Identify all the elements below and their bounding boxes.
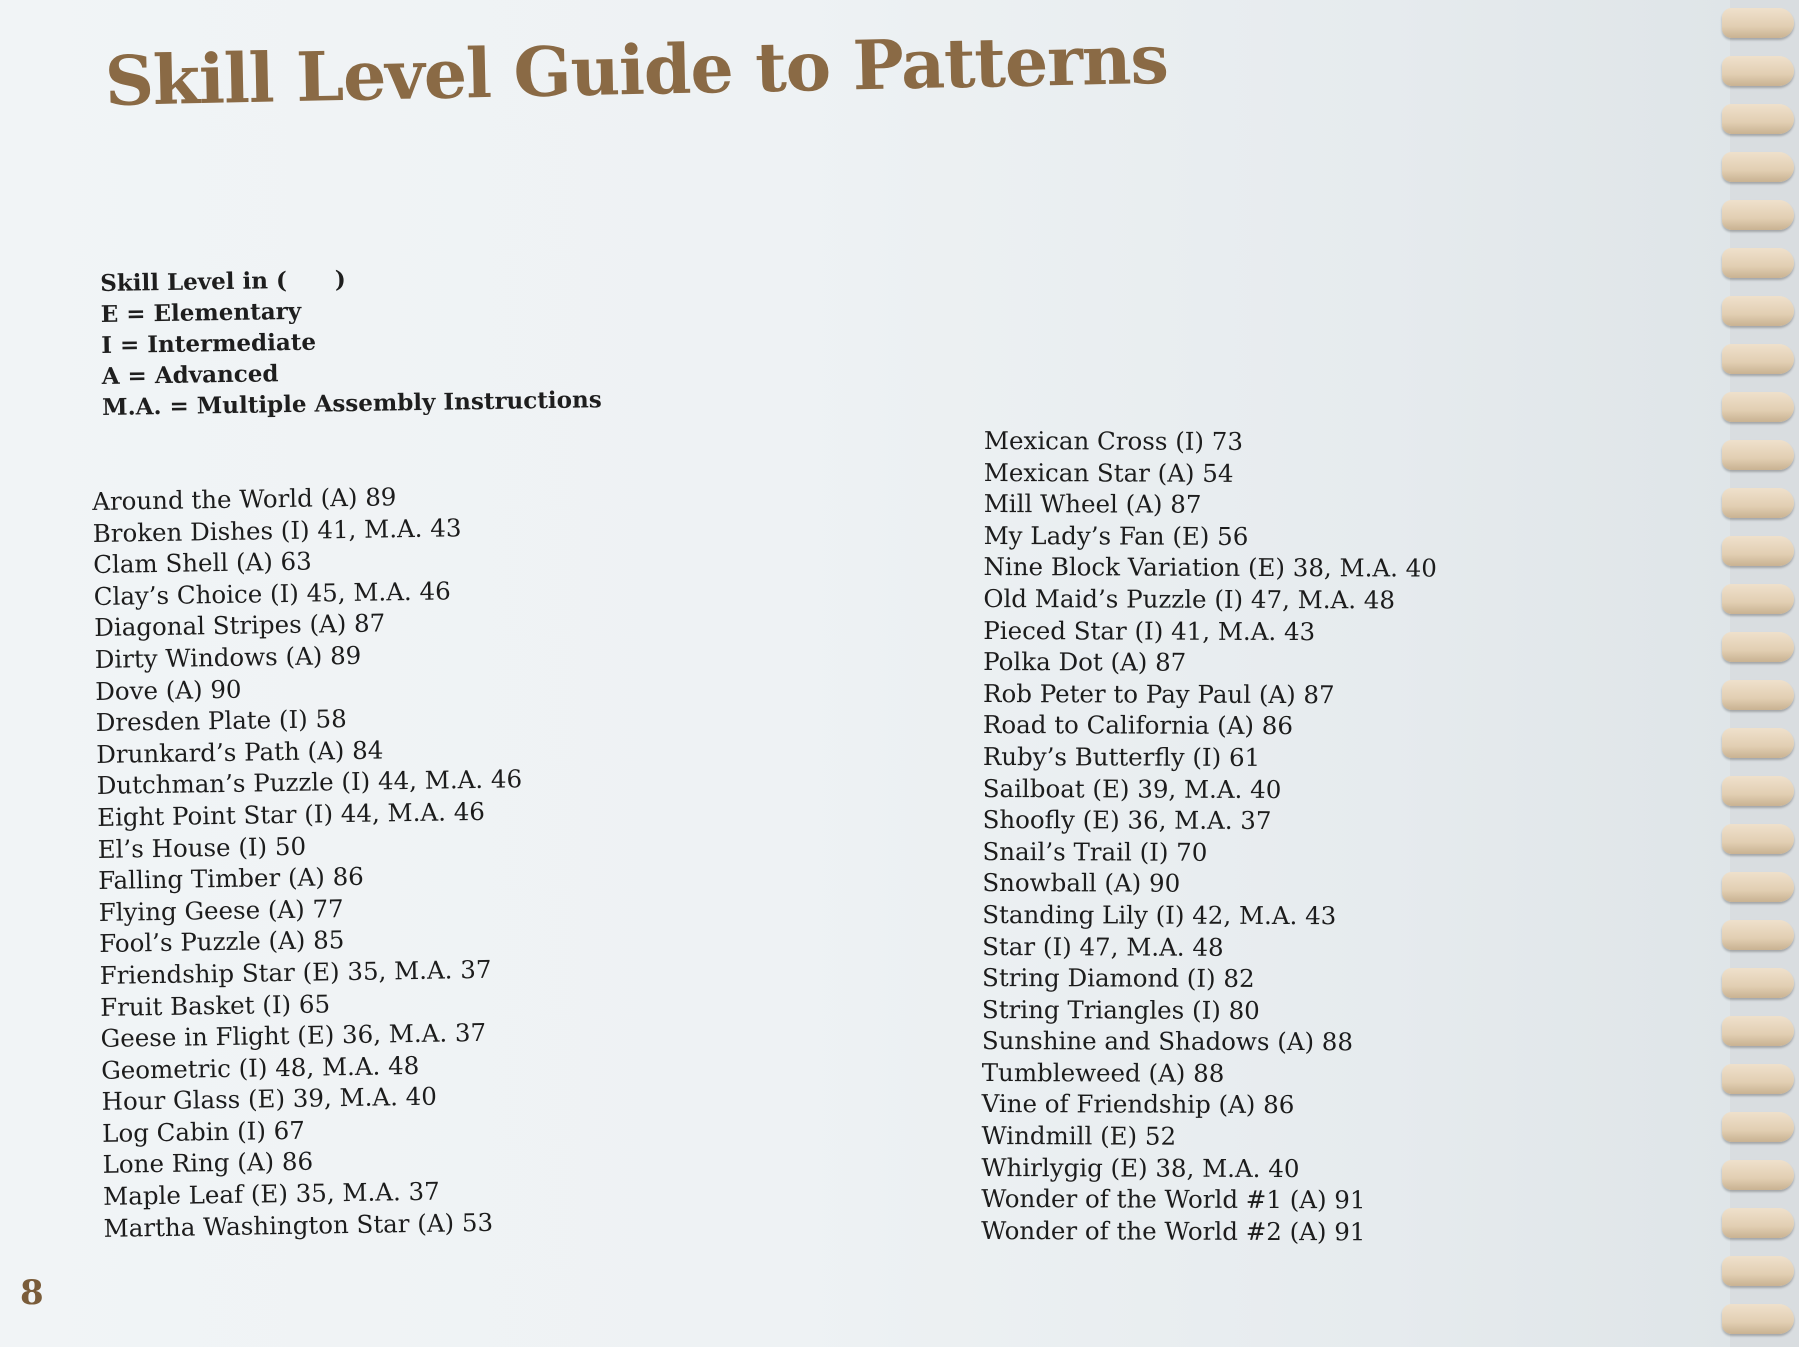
spiral-binding xyxy=(1730,0,1799,1347)
binding-coil xyxy=(1722,152,1794,182)
binding-coil xyxy=(1722,8,1794,38)
binding-coil xyxy=(1722,584,1794,614)
pattern-entry: Friendship Star (E) 35, M.A. 37 xyxy=(99,954,492,990)
pattern-entry: Eight Point Star (I) 44, M.A. 46 xyxy=(96,796,486,832)
binding-coil xyxy=(1722,344,1794,374)
legend-item-multiple-assembly: M.A. = Multiple Assembly Instructions xyxy=(101,386,602,421)
pattern-entry: Snowball (A) 90 xyxy=(982,868,1181,899)
binding-coil xyxy=(1722,680,1794,710)
pattern-entry: String Diamond (I) 82 xyxy=(982,963,1255,994)
pattern-entry: Clay’s Choice (I) 45, M.A. 46 xyxy=(93,576,451,611)
skill-level-legend xyxy=(100,260,602,423)
pattern-entry: Around the World (A) 89 xyxy=(92,482,397,516)
pattern-entry: Rob Peter to Pay Paul (A) 87 xyxy=(983,678,1335,709)
binding-coil xyxy=(1722,1016,1794,1046)
pattern-entry: Lone Ring (A) 86 xyxy=(102,1147,314,1180)
binding-coil xyxy=(1722,1064,1794,1094)
pattern-entry: Nine Block Variation (E) 38, M.A. 40 xyxy=(983,552,1437,583)
pattern-entry: Diagonal Stripes (A) 87 xyxy=(94,608,386,643)
pattern-entry: Fruit Basket (I) 65 xyxy=(99,988,331,1022)
page-number: 8 xyxy=(20,1273,44,1313)
pattern-entry: Whirlygig (E) 38, M.A. 40 xyxy=(981,1152,1300,1183)
binding-coil xyxy=(1722,1160,1794,1190)
binding-coil xyxy=(1722,296,1794,326)
pattern-entry: Dirty Windows (A) 89 xyxy=(94,640,362,674)
pattern-entry: Martha Washington Star (A) 53 xyxy=(103,1207,494,1243)
binding-coil xyxy=(1722,824,1794,854)
pattern-entry: Hour Glass (E) 39, M.A. 40 xyxy=(101,1081,438,1117)
pattern-entry: Mexican Cross (I) 73 xyxy=(983,426,1244,456)
pattern-entry: El’s House (I) 50 xyxy=(97,831,307,864)
binding-coil xyxy=(1722,920,1794,950)
pattern-entry: Dutchman’s Puzzle (I) 44, M.A. 46 xyxy=(96,764,523,801)
pattern-entry: Snail’s Trail (I) 70 xyxy=(982,836,1208,867)
pattern-list-left xyxy=(92,476,724,1244)
binding-coil xyxy=(1722,872,1794,902)
pattern-entry: Log Cabin (I) 67 xyxy=(101,1115,306,1148)
pattern-entry: Star (I) 47, M.A. 48 xyxy=(982,931,1224,962)
pattern-list-right xyxy=(981,425,1604,1249)
pattern-entry: Road to California (A) 86 xyxy=(982,710,1294,741)
pattern-entry: Old Maid’s Puzzle (I) 47, M.A. 48 xyxy=(983,583,1396,615)
binding-coil xyxy=(1722,776,1794,806)
binding-coil xyxy=(1722,488,1794,518)
pattern-entry: Vine of Friendship (A) 86 xyxy=(981,1089,1295,1120)
pattern-entry: Broken Dishes (I) 41, M.A. 43 xyxy=(92,512,462,548)
pattern-entry: Windmill (E) 52 xyxy=(981,1121,1177,1151)
pattern-entry: Flying Geese (A) 77 xyxy=(98,893,344,927)
pattern-entry: Tumbleweed (A) 88 xyxy=(981,1057,1225,1088)
pattern-entry: Dresden Plate (I) 58 xyxy=(95,704,347,738)
binding-coil xyxy=(1722,1208,1794,1238)
pattern-entry: Mexican Star (A) 54 xyxy=(983,457,1234,488)
pattern-entry: Ruby’s Butterfly (I) 61 xyxy=(982,741,1261,772)
pattern-entry: Sunshine and Shadows (A) 88 xyxy=(981,1026,1354,1057)
binding-coil xyxy=(1722,248,1794,278)
binding-coil xyxy=(1722,536,1794,566)
legend-item-elementary: E = Elementary xyxy=(100,297,302,328)
pattern-entry: Maple Leaf (E) 35, M.A. 37 xyxy=(102,1176,440,1211)
pattern-entry: Geometric (I) 48, M.A. 48 xyxy=(100,1050,420,1085)
binding-coil xyxy=(1722,728,1794,758)
binding-coil xyxy=(1722,632,1794,662)
binding-coil xyxy=(1722,200,1794,230)
pattern-entry: Polka Dot (A) 87 xyxy=(983,647,1187,677)
pattern-entry: My Lady’s Fan (E) 56 xyxy=(983,520,1249,551)
binding-coil xyxy=(1722,968,1794,998)
pattern-entry: String Triangles (I) 80 xyxy=(981,994,1260,1025)
pattern-entry: Geese in Flight (E) 36, M.A. 37 xyxy=(100,1017,487,1054)
pattern-entry: Clam Shell (A) 63 xyxy=(93,546,312,580)
binding-coil xyxy=(1722,1256,1794,1286)
binding-coil xyxy=(1722,440,1794,470)
pattern-entry: Mill Wheel (A) 87 xyxy=(983,489,1202,519)
pattern-entry: Sailboat (E) 39, M.A. 40 xyxy=(982,773,1282,804)
legend-heading: Skill Level in ( ) xyxy=(100,266,347,297)
binding-coil xyxy=(1722,1304,1794,1334)
binding-coil xyxy=(1722,392,1794,422)
legend-item-intermediate: I = Intermediate xyxy=(101,328,317,359)
pattern-entry: Standing Lily (I) 42, M.A. 43 xyxy=(982,899,1337,931)
binding-coil xyxy=(1722,1112,1794,1142)
pattern-entry: Wonder of the World #1 (A) 91 xyxy=(981,1184,1366,1215)
pattern-entry: Shoofly (E) 36, M.A. 37 xyxy=(982,805,1272,836)
pattern-entry: Pieced Star (I) 41, M.A. 43 xyxy=(983,615,1316,646)
pattern-entry: Fool’s Puzzle (A) 85 xyxy=(98,925,345,959)
page-title: Skill Level Guide to Patterns xyxy=(104,19,1169,122)
binding-coil xyxy=(1722,104,1794,134)
pattern-entry: Dove (A) 90 xyxy=(94,674,242,706)
legend-item-advanced: A = Advanced xyxy=(101,360,279,390)
pattern-entry: Drunkard’s Path (A) 84 xyxy=(95,735,384,769)
pattern-entry: Falling Timber (A) 86 xyxy=(97,861,364,896)
pattern-entry: Wonder of the World #2 (A) 91 xyxy=(981,1215,1366,1247)
binding-coil xyxy=(1722,56,1794,86)
